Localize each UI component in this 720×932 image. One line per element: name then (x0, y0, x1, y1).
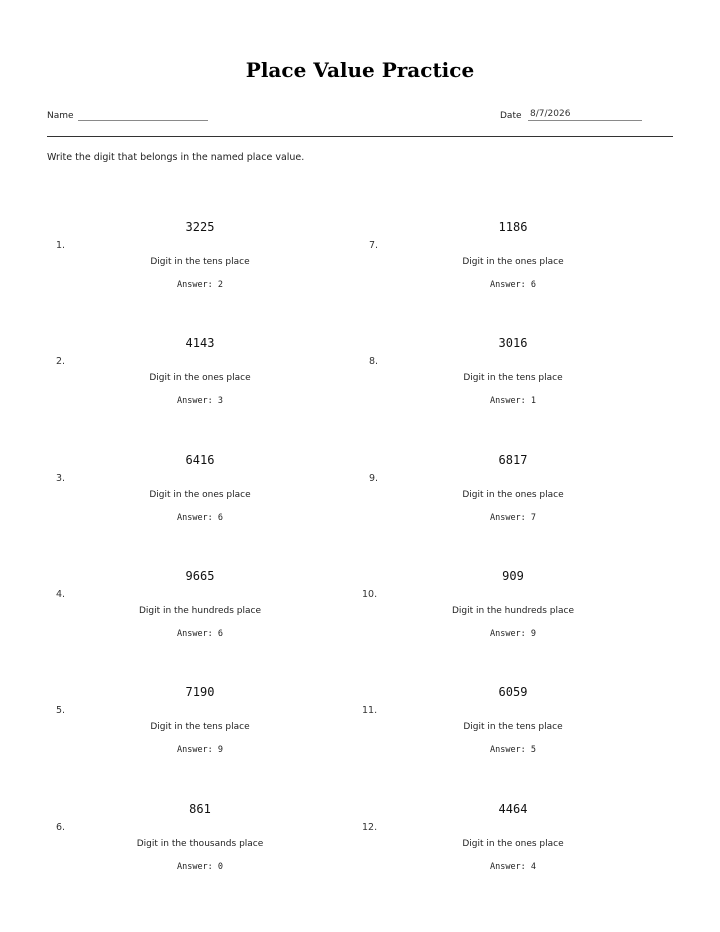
problem-12 (362, 798, 662, 898)
problem-number: 3. (56, 473, 66, 484)
worksheet-title: Place Value Practice (245, 58, 475, 82)
answer-text: Answer: 2 (176, 280, 224, 290)
problem-number: 7. (369, 240, 379, 251)
date-value: 8/7/2026 (530, 109, 571, 119)
problem-number: 5. (56, 705, 66, 716)
problem-4 (56, 565, 356, 665)
answer-text: Answer: 5 (489, 745, 537, 755)
problem-3 (56, 449, 356, 549)
problem-1 (56, 216, 356, 316)
problem-2 (56, 332, 356, 432)
problem-number: 9. (369, 473, 379, 484)
place-prompt: Digit in the ones place (462, 490, 564, 500)
answer-text: Answer: 6 (489, 280, 537, 290)
answer-text: Answer: 4 (489, 862, 537, 872)
problem-value: 9665 (185, 569, 215, 583)
problem-number: 6. (56, 822, 66, 833)
place-prompt: Digit in the tens place (150, 257, 250, 267)
answer-text: Answer: 9 (176, 745, 224, 755)
place-prompt: Digit in the ones place (462, 257, 564, 267)
date-label: Date (500, 111, 522, 121)
problem-number: 12. (362, 822, 378, 833)
place-prompt: Digit in the ones place (149, 373, 251, 383)
problem-7 (369, 216, 669, 316)
place-prompt: Digit in the hundreds place (451, 606, 575, 616)
problem-value: 7190 (185, 685, 215, 699)
problem-number: 4. (56, 589, 66, 600)
answer-text: Answer: 6 (176, 629, 224, 639)
problem-value: 3016 (498, 336, 528, 350)
problem-8 (369, 332, 669, 432)
answer-text: Answer: 1 (489, 396, 537, 406)
name-label: Name (47, 111, 74, 121)
name-field[interactable] (78, 120, 208, 121)
problem-6 (56, 798, 356, 898)
problem-value: 6416 (185, 453, 215, 467)
place-prompt: Digit in the thousands place (136, 839, 264, 849)
problem-value: 4143 (185, 336, 215, 350)
problem-number: 8. (369, 356, 379, 367)
problem-value: 1186 (498, 220, 528, 234)
place-prompt: Digit in the ones place (149, 490, 251, 500)
problem-value: 861 (189, 802, 211, 816)
problem-number: 2. (56, 356, 66, 367)
place-prompt: Digit in the tens place (463, 722, 563, 732)
problem-number: 11. (362, 705, 378, 716)
answer-text: Answer: 3 (176, 396, 224, 406)
problem-number: 1. (56, 240, 66, 251)
place-prompt: Digit in the tens place (463, 373, 563, 383)
problem-value: 909 (502, 569, 524, 583)
answer-text: Answer: 9 (489, 629, 537, 639)
date-field[interactable] (528, 120, 642, 121)
problem-number: 10. (362, 589, 378, 600)
instructions: Write the digit that belongs in the named place value. (47, 152, 305, 163)
place-prompt: Digit in the ones place (462, 839, 564, 849)
answer-text: Answer: 0 (176, 862, 224, 872)
problem-value: 6059 (498, 685, 528, 699)
problem-value: 4464 (498, 802, 528, 816)
answer-text: Answer: 7 (489, 513, 537, 523)
place-prompt: Digit in the hundreds place (138, 606, 262, 616)
problem-value: 6817 (498, 453, 528, 467)
answer-text: Answer: 6 (176, 513, 224, 523)
problem-value: 3225 (185, 220, 215, 234)
problem-10 (362, 565, 662, 665)
problem-9 (369, 449, 669, 549)
header-divider (47, 136, 673, 137)
place-prompt: Digit in the tens place (150, 722, 250, 732)
problem-11 (362, 681, 662, 781)
problem-5 (56, 681, 356, 781)
